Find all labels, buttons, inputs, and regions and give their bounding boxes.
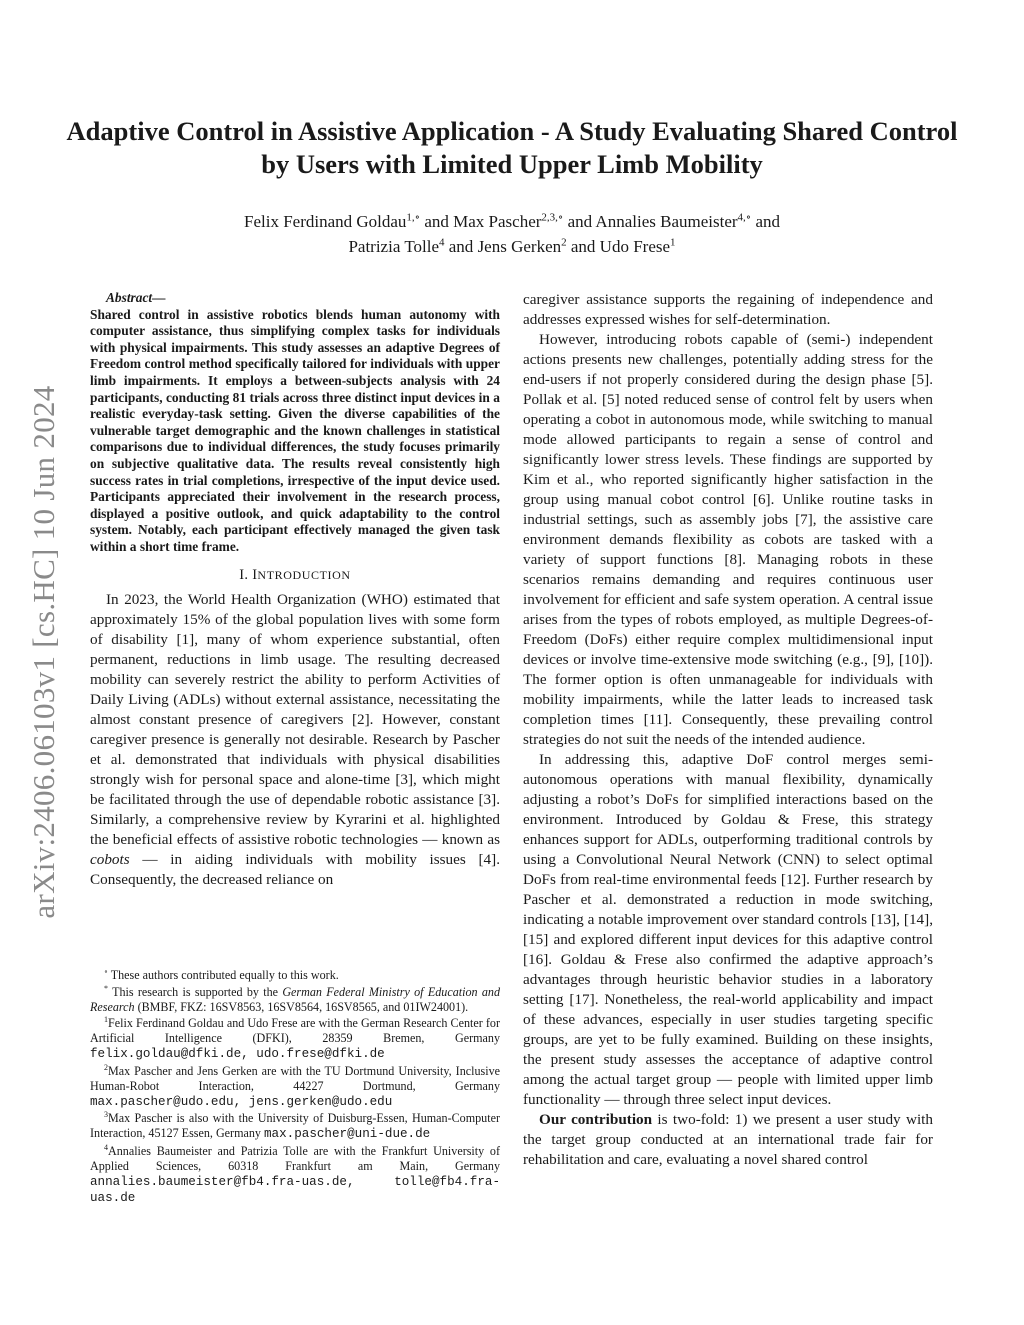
footnote-affiliation-1: $^1$Felix Ferdinand Goldau and Udo Frese are with the German Research Center for Artificial Intelligence (DFKI), 28359 Bremen, Germany felix.goldau@dfki.de, udo.frese@dfki.de bbox=[90, 1014, 500, 1061]
footnotes bbox=[90, 968, 500, 1207]
email-link[interactable]: max.pascher@udo.edu, jens.gerken@udo.edu bbox=[90, 1094, 393, 1109]
footnote-affiliation-3: $^3$Max Pascher is also with the University of Duisburg-Essen, Human-Computer Interaction, 45127 Essen, Germany max.pascher@uni-due.de bbox=[90, 1109, 500, 1141]
email-link[interactable]: felix.goldau@dfki.de, udo.frese@dfki.de bbox=[90, 1047, 385, 1061]
right-column bbox=[523, 290, 933, 1170]
author-list: Felix Ferdinand Goldau$^{1,\circ}$ and Max Pascher$^{2,3,\circ}$ and Annalies Baumeister$^{4,\circ}$ and Patrizia Tolle$^4$ and Jens Gerken$^2$ and Udo Frese$^1$ bbox=[244, 211, 780, 256]
author-tolle: Patrizia Tolle bbox=[348, 237, 440, 256]
right-paragraph-contribution: Our contribution is two-fold: 1) we present a user study with the target group conducted at an international trade fair for rehabilitation and care, evaluating a novel shared control bbox=[523, 1111, 933, 1168]
email-link[interactable]: max.pascher@uni-due.de bbox=[263, 1127, 431, 1141]
author-gerken: Jens Gerken bbox=[477, 237, 562, 256]
right-paragraph-continued: caregiver assistance supports the regaining of independence and addresses expressed wishes for self-determination. bbox=[523, 291, 933, 328]
abstract-text: Shared control in assistive robotics blends human autonomy with computer assistance, thus simplifying complex tasks for individuals with physical impairments. This study assesses an adaptive Degrees of Freedom control method specifically tailored for individuals with upper limb impairments. It employs a between-subjects analysis with 24 participants, conducting 81 trials across three distinct input devices in a realistic everyday-task setting. Given the diverse capabilities of the vulnerable target demographic and the known challenges in statistical comparisons due to individual differences, the study focuses primarily on subjective qualitative data. The results reveal consistently high success rates in trial completions, irrespective of the input device used. Participants appreciated their involvement in the research process, displayed a positive outlook, and quick adaptability to the control system. Notably, each participant effectively managed the given task within a short time frame. bbox=[90, 306, 500, 554]
footnote-equal-contribution: ∘ These authors contributed equally to this work. bbox=[104, 966, 339, 982]
left-column bbox=[90, 290, 500, 890]
email-link[interactable]: annalies.baumeister@fb4.fra-uas.de, tolle@fb4.fra-uas.de bbox=[90, 1174, 500, 1205]
paper-title: Adaptive Control in Assistive Application - A Study Evaluating Shared Control by Users with Limited Upper Limb Mobility bbox=[66, 116, 958, 179]
arxiv-identifier: arXiv:2406.06103v1 [cs.HC] 10 Jun 2024 bbox=[26, 385, 61, 919]
author-goldau: Felix Ferdinand Goldau bbox=[244, 212, 407, 231]
abstract bbox=[90, 290, 500, 556]
footnote-affiliation-4: $^4$Annalies Baumeister and Patrizia Tolle are with the Frankfurt University of Applied Sciences, 60318 Frankfurt am Main, Germany annalies.baumeister@fb4.fra-uas.de, tolle@fb4.fra-uas.de bbox=[90, 1142, 500, 1205]
author-pascher: Max Pascher bbox=[453, 212, 542, 231]
footnote-affiliation-2: $^2$Max Pascher and Jens Gerken are with the TU Dortmund University, Inclusive Human-Robot Interaction, 44227 Dortmund, Germany max.pascher@udo.edu, jens.gerken@udo.edu bbox=[90, 1062, 500, 1109]
arxiv-stamp bbox=[24, 357, 64, 947]
intro-paragraph-1: In 2023, the World Health Organization (WHO) estimated that approximately 15% of the global population lives with some form of disability [1], many of whom experience substantial, often permanent, reductions in limb usage. The resulting decreased mobility can severely restrict the ability to perform Activities of Daily Living (ADLs) without external assistance, necessitating the almost constant presence of caregivers [2]. However, constant caregiver presence is generally not desirable. Research by Pascher et al. demonstrated that individuals with physical disabilities strongly wish for personal space and alone-time [3], which might be facilitated through the use of dependable robotic assistance [3]. Similarly, a comprehensive review by Kyrarini et al. highlighted the beneficial effects of assistive robotic technologies — known as cobots — in aiding individuals with mobility issues [4]. Consequently, the decreased reliance on bbox=[90, 590, 500, 888]
author-baumeister: Annalies Baumeister bbox=[595, 212, 738, 231]
right-paragraph-adaptive-control: In addressing this, adaptive DoF control merges semi-autonomous operations with manual flexibility, dynamically adjusting a robot’s DoFs for simplified interactions based on the environment. Introduced by Goldau & Frese, this strategy enhances support for ADLs, outperforming traditional controls by using a Convolutional Neural Network (CNN) to select optimal DoFs from real-time environmental feeds [12]. Further research by Pascher et al. demonstrated a reduction in mode switching, indicating a notable improvement over standard controls [13], [14], [15] and explored different input devices for this adaptive control [16]. Goldau & Frese also confirmed the adaptive approach’s advantages through heuristic behavior studies in a laboratory setting [17]. Nonetheless, the real-world applicability and impact of these advances, especially in user studies targeting specific groups, are yet to be fully examined. Building on these insights, the present study assesses the acceptance of adaptive control among the actual target group — people with limited upper limb functionality — through three select input devices. bbox=[523, 751, 933, 1108]
contribution-label: Our contribution bbox=[539, 1111, 653, 1128]
right-paragraph-challenges: However, introducing robots capable of (semi-) independent actions presents new challenges, potentially adding stress for the end-users if not properly considered during the design phase [5]. Pollak et al. [5] noted reduced sense of control felt by users when operating a cobot in autonomous mode, while switching to manual mode allowed participants to regain a sense of control and significantly lower stress levels. These findings are supported by Kim et al., who reported significantly higher satisfaction in the group using manual cobot control [6]. Unlike routine tasks in industrial settings, such as assembly jobs [7], the assistive care environment demands flexibility as cobots are tasked with a variety of support functions [8]. Managing robots in these scenarios remains demanding and requires continuous user involvement for efficient and safe system operation. A central issue arises from the types of robots employed, as multiple Degrees-of-Freedom (DoFs) either require complex multidimensional input devices or involve time-extensive mode switching (e.g., [9], [10]). The former option is often unmanageable for individuals with mobility impairments, while the latter leads to increased task completion times [11]. Consequently, these prevailing control strategies do not suit the needs of the intended audience. bbox=[523, 331, 933, 748]
footnote-funding: * This research is supported by the German Federal Ministry of Education and Research (BMBF, FKZ: 16SV8563, 16SV8564, 16SV8565, and 01IW24001). bbox=[90, 983, 501, 1014]
abstract-label: Abstract— bbox=[106, 290, 166, 305]
section-heading-introduction: I. INTRODUCTION bbox=[239, 566, 351, 583]
author-frese: Udo Frese bbox=[599, 237, 671, 256]
